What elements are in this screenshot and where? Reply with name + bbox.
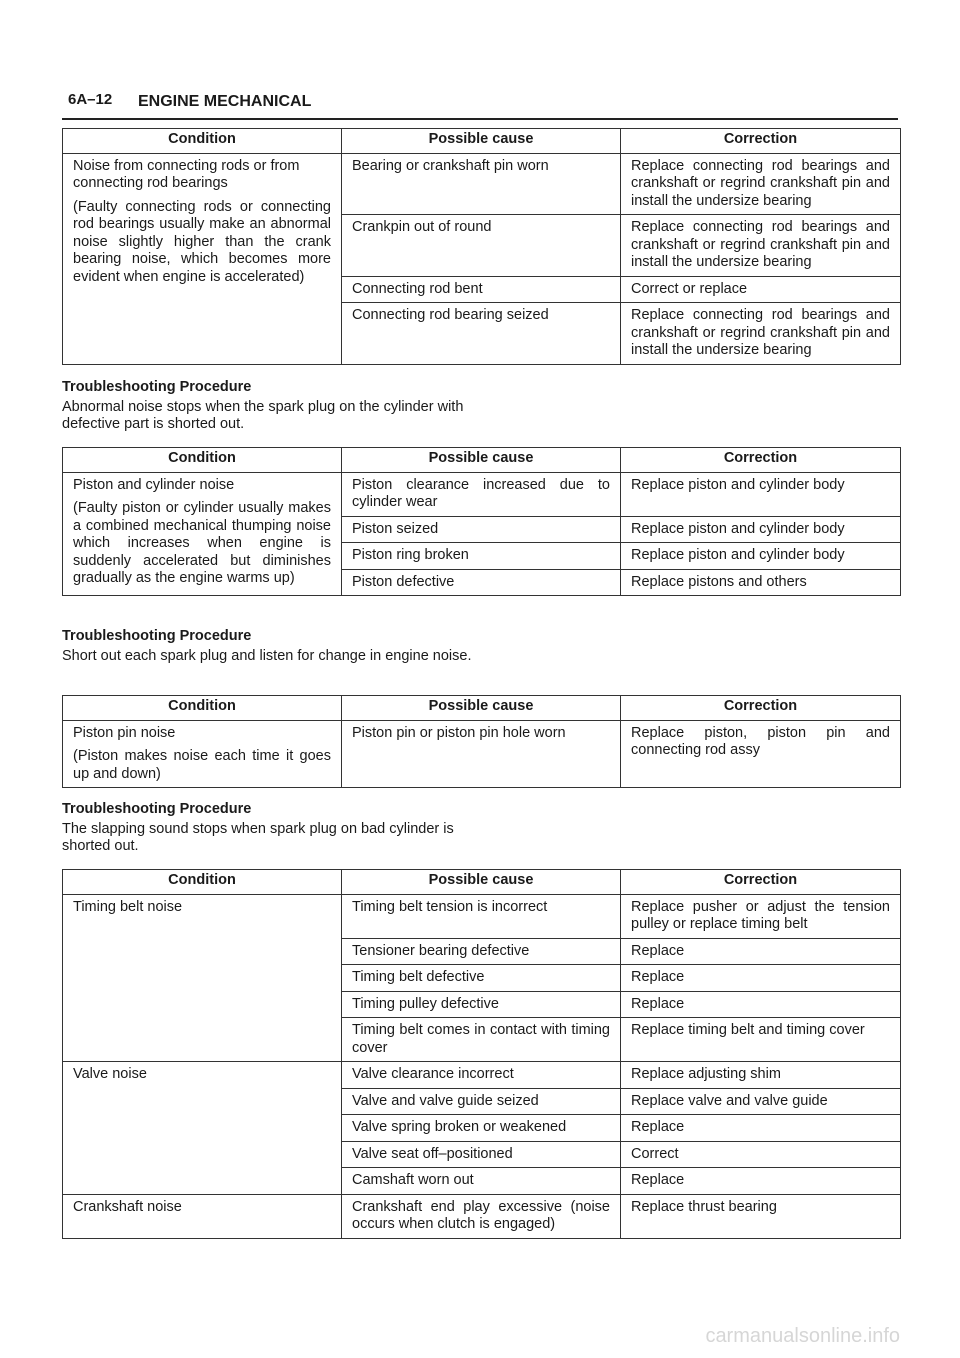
condition-cell: Crankshaft noise	[63, 1194, 342, 1238]
cause-cell: Valve and valve guide seized	[342, 1088, 621, 1115]
table-piston-pin-noise	[62, 695, 901, 788]
column-header-correction: Correction	[621, 696, 901, 721]
correction-cell: Replace piston, piston pin and connecting rod assy	[621, 720, 901, 788]
correction-cell: Replace	[621, 1168, 901, 1195]
cause-cell: Piston ring broken	[342, 543, 621, 570]
column-header-condition: Condition	[63, 696, 342, 721]
correction-cell: Replace thrust bearing	[621, 1194, 901, 1238]
table-row	[63, 472, 901, 516]
correction-cell: Replace	[621, 991, 901, 1018]
procedure-title: Troubleshooting Procedure	[62, 379, 252, 395]
watermark: carmanualsonline.info	[705, 1325, 900, 1347]
column-header-cause: Possible cause	[342, 129, 621, 154]
correction-cell: Replace pistons and others	[621, 569, 901, 596]
procedure-title: Troubleshooting Procedure	[62, 801, 252, 817]
column-header-correction: Correction	[621, 870, 901, 895]
table-piston-cylinder-noise	[62, 447, 901, 596]
condition-text: Noise from connecting rods or from connecting rod bearings	[73, 157, 300, 191]
table-row	[63, 1194, 901, 1238]
cause-cell: Valve clearance incorrect	[342, 1062, 621, 1089]
cause-cell: Crankpin out of round	[342, 215, 621, 277]
cause-cell: Valve seat off–positioned	[342, 1141, 621, 1168]
cause-cell: Piston clearance increased due to cylinder wear	[342, 472, 621, 516]
condition-text: Piston and cylinder noise	[73, 476, 235, 493]
cause-cell: Piston defective	[342, 569, 621, 596]
correction-cell: Correct	[621, 1141, 901, 1168]
condition-note: (Piston makes noise each time it goes up and down)	[73, 748, 331, 782]
cause-cell: Piston pin or piston pin hole worn	[342, 720, 621, 788]
condition-cell: Valve noise	[63, 1062, 342, 1195]
procedure-text: The slapping sound stops when spark plug on bad cylinder is shorted out.	[62, 821, 454, 854]
table-timing-valve-crankshaft-noise	[62, 869, 901, 1239]
cause-cell: Timing pulley defective	[342, 991, 621, 1018]
cause-cell: Tensioner bearing defective	[342, 938, 621, 965]
procedure-text: Short out each spark plug and listen for change in engine noise.	[62, 648, 472, 664]
correction-cell: Replace piston and cylinder body	[621, 516, 901, 543]
correction-cell: Replace piston and cylinder body	[621, 543, 901, 570]
column-header-condition: Condition	[63, 129, 342, 154]
table-connecting-rod-noise	[62, 128, 901, 365]
correction-cell: Replace connecting rod bearings and crankshaft or regrind crankshaft pin and install the undersize bearing	[621, 215, 901, 277]
troubleshooting-procedure	[62, 628, 482, 665]
table-row	[63, 153, 901, 215]
correction-cell: Correct or replace	[621, 276, 901, 303]
cause-cell: Piston seized	[342, 516, 621, 543]
condition-cell	[63, 720, 342, 788]
cause-cell: Camshaft worn out	[342, 1168, 621, 1195]
condition-cell	[63, 472, 342, 596]
column-header-correction: Correction	[621, 448, 901, 473]
cause-cell: Timing belt tension is incorrect	[342, 894, 621, 938]
table-header-row	[63, 448, 901, 473]
table-row	[63, 720, 901, 788]
page-title: ENGINE MECHANICAL	[138, 93, 312, 110]
column-header-correction: Correction	[621, 129, 901, 154]
correction-cell: Replace connecting rod bearings and crankshaft or regrind crankshaft pin and install the undersize bearing	[621, 303, 901, 365]
column-header-cause: Possible cause	[342, 696, 621, 721]
column-header-cause: Possible cause	[342, 870, 621, 895]
correction-cell: Replace	[621, 965, 901, 992]
cause-cell: Connecting rod bearing seized	[342, 303, 621, 365]
condition-note: (Faulty connecting rods or connecting rod bearings usually make an abnormal noise slightly higher than the crank bearing noise, which becomes more evident when engine is accelerated)	[73, 198, 331, 285]
column-header-cause: Possible cause	[342, 448, 621, 473]
troubleshooting-procedure	[62, 379, 482, 433]
condition-cell: Timing belt noise	[63, 894, 342, 1062]
table-row	[63, 894, 901, 938]
correction-cell: Replace	[621, 1115, 901, 1142]
correction-cell: Replace	[621, 938, 901, 965]
column-header-condition: Condition	[63, 448, 342, 473]
cause-cell: Timing belt comes in contact with timing cover	[342, 1018, 621, 1062]
cause-cell: Timing belt defective	[342, 965, 621, 992]
correction-cell: Replace timing belt and timing cover	[621, 1018, 901, 1062]
correction-cell: Replace adjusting shim	[621, 1062, 901, 1089]
cause-cell: Bearing or crankshaft pin worn	[342, 153, 621, 215]
cause-cell: Crankshaft end play excessive (noise occurs when clutch is engaged)	[342, 1194, 621, 1238]
table-header-row	[63, 870, 901, 895]
table-header-row	[63, 696, 901, 721]
correction-cell: Replace connecting rod bearings and crankshaft or regrind crankshaft pin and install the undersize bearing	[621, 153, 901, 215]
table-header-row	[63, 129, 901, 154]
correction-cell: Replace piston and cylinder body	[621, 472, 901, 516]
condition-text: Piston pin noise	[73, 724, 176, 741]
table-row	[63, 1062, 901, 1089]
page-number: 6A–12	[68, 91, 113, 108]
condition-note: (Faulty piston or cylinder usually makes a combined mechanical thumping noise which increases when engine is suddenly accelerated but diminishes gradually as the engine warms up)	[73, 500, 331, 586]
condition-cell	[63, 153, 342, 364]
column-header-condition: Condition	[63, 870, 342, 895]
correction-cell: Replace valve and valve guide	[621, 1088, 901, 1115]
page-header	[62, 88, 898, 120]
troubleshooting-procedure	[62, 801, 482, 855]
cause-cell: Connecting rod bent	[342, 276, 621, 303]
correction-cell: Replace pusher or adjust the tension pulley or replace timing belt	[621, 894, 901, 938]
cause-cell: Valve spring broken or weakened	[342, 1115, 621, 1142]
procedure-title: Troubleshooting Procedure	[62, 628, 252, 644]
procedure-text: Abnormal noise stops when the spark plug on the cylinder with defective part is shorted out.	[62, 399, 464, 432]
